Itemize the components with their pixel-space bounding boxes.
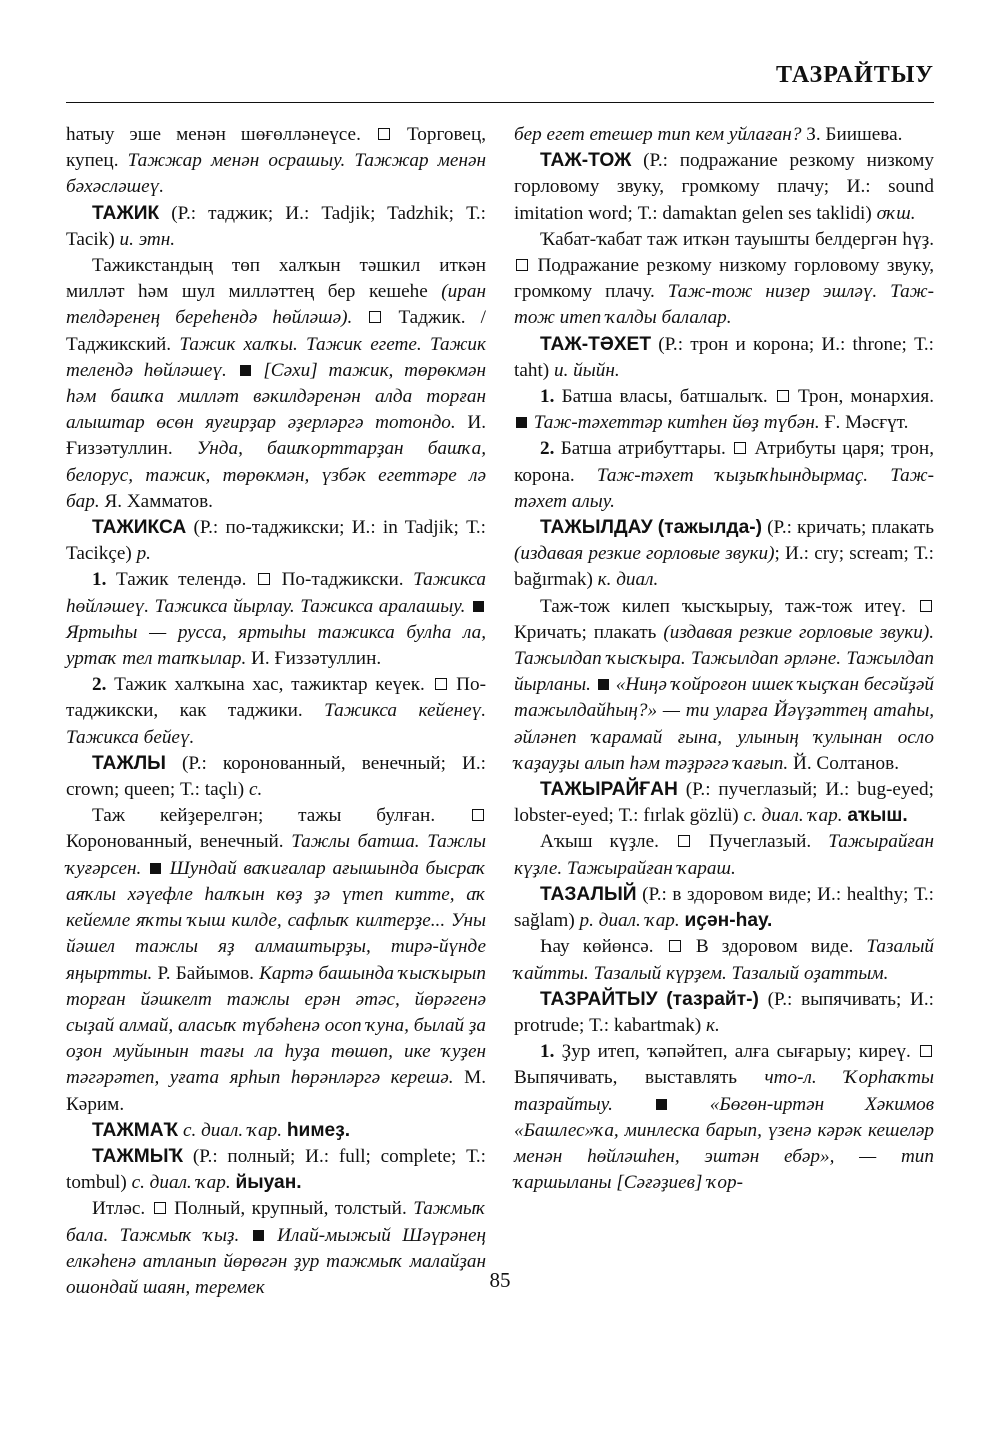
definition: Ҡабат-ҡабат таж иткән тауышты белдергән һүҙ. Подражание резкому низкому горловому звуку, громкому плачу. Таж-тож низер эшләү. Таж-тож итеп ҡалды балалар. [514, 228, 934, 329]
dictionary-entry-tazalyi: ТАЗАЛЫЙ (Р.: в здоровом виде; И.: healthy; Т.: sağlam) р. диал. ҡар. иҫән-һау. [514, 883, 934, 932]
quotation-marker-icon [473, 601, 484, 612]
definition: Таж кейҙерелгән; тажы булған. Коронованный, венечный. Тажлы батша. Тажлы ҡуғәрсен. Шундай ваҡиғалар ағышында бысраҡ аяҡлы хәүефле һалҡын көҙ ҙә үтеп китте, аҡ кейемле яҡты ҡыш килде, сафлыҡ килтерҙе... Уны йәшел тажлы яҙ алмаштырҙы, тирә-йүнде яңыртты. Р. Байымов. Картә башында ҡысҡырып торған йәшкелт тажлы ерән әтәс, йөрәгенә сыҙай алмай, аласыҡ түбәһенә осоп ҡуна, былай ҙа оҙон муйынын тағы ла һуҙа төшөп, ике ҡуҙен тәгәрәтеп, уғата ярһып һөрәнләргә керешә. М. Кәрим. [66, 805, 487, 1115]
translation-marker-icon [734, 442, 746, 454]
running-head: ТАЗРАЙТЫУ [776, 62, 934, 88]
quotation-marker-icon [240, 365, 251, 376]
quotation-marker-icon [150, 863, 161, 874]
dictionary-entry-tazh-tehet: ТАЖ-ТӘХЕТ (Р.: трон и корона; И.: throne; Т.: taht) и. йыйн. [514, 333, 934, 381]
page-number: 85 [489, 1268, 511, 1292]
headword: ТАЖ-ТОЖ [540, 150, 632, 172]
sense-1: 1. Батша власы, батшалыҡ. Трон, монархия. Таж-тәхеттәр китһен йөҙ түбән. Ғ. Мәсғүт. [514, 384, 934, 436]
headword: ТАЖИК [92, 202, 160, 224]
translation-marker-icon [435, 678, 447, 690]
quotation-marker-icon [598, 679, 609, 690]
left-column [66, 122, 486, 1301]
dictionary-entry-tazhyldau: ТАЖЫЛДАУ (тажылда-) (Р.: кричать; плакать (издавая резкие горловые звуки); И.: cry; scream; Т.: bağırmak) к. диал. [514, 517, 935, 591]
translation-marker-icon [920, 1045, 932, 1057]
translation-marker-icon [154, 1202, 166, 1214]
translation-marker-icon [378, 128, 390, 140]
dictionary-entry-tazhik: ТАЖИК (Р.: таджик; И.: Tadjik; Tadzhik; Т.: Tacik) и. этн. [66, 202, 486, 250]
headword: ТАЖМЫҠ [92, 1145, 184, 1167]
dictionary-entry-tazhiksa: ТАЖИКСА (Р.: по-таджикски; И.: in Tadjik; Т.: Tacikçe) р. [66, 517, 487, 565]
definition: Итләс. Полный, крупный, толстый. Тажмыҡ бала. Тажмыҡ ҡыҙ. Илай-мыжый Шәүрәнең елкәһенә атланып йөрөгән ҙур тажмыҡ малайҙан ошондай шаян, теремек [66, 1198, 487, 1298]
definition: Һау көйөнсә. В здоровом виде. Тазалый ҡайтты. Тазалый күрҙем. Тазалый оҙаттым. [514, 936, 935, 984]
dictionary-entry-tazhmak: ТАЖМАҠ с. диал. ҡар. һимеҙ. [92, 1119, 351, 1141]
headword: ТАЗРАЙТЫУ [540, 988, 658, 1010]
sense-1: 1. Ҙур итеп, ҡәпәйтеп, алға сығарыу; киреү. Выпячивать, выставлять что-л. Ҡорһаҡты тазрайтыу. «Бөгөн-иртән Хәкимов «Башлес»ҡа, минлеска барып, үзенә кәрәк кешеләр менән һөйләшһен, эштән ебәр», — тип ҡаршыланы [Сәғәҙиев] ҡор- [514, 1041, 935, 1194]
sense-1: 1. Тажик телендә. По-таджикски. Тажикса һөйләшеү. Тажикса йырлау. Тажикса аралашыу. Яртыһы — русса, яртыһы тажикса булһа ла, уртаҡ тел тапҡылар. И. Ғиззәтуллин. [66, 569, 487, 670]
translation-marker-icon [678, 835, 690, 847]
header-rule [66, 102, 934, 103]
dictionary-entry-tazh-tozh: ТАЖ-ТОЖ (Р.: подражание резкому низкому горловому звуку, громкому плачу; И.: sound imitation word; Т.: damaktan gelen ses taklidi) оҡш. [514, 150, 934, 224]
sense-2: 2. Батша атрибуттары. Атрибуты царя; трон, корона. Таж-тәхет ҡыҙыҡһындырмаҫ. Таж-тәхет алыу. [514, 438, 935, 512]
headword: ТАЗАЛЫЙ [540, 883, 637, 905]
right-column [514, 122, 934, 1196]
translation-marker-icon [516, 259, 528, 271]
definition: Аҡыш күҙле. Пучеглазый. Тажырайған күҙле. Тажырайған ҡараш. [514, 831, 935, 879]
translation-marker-icon [669, 940, 681, 952]
translation-marker-icon [258, 573, 270, 585]
headword: ТАЖЛЫ [92, 752, 166, 774]
definition: Тажикстандың төп халҡын тәшкил иткән милләт һәм шул милләттең бер кешеһе (иран телдәренең береһендә һөйләшә). Таджик. / Таджикский. Тажик халҡы. Тажик егете. Тажик телендә һөйләшеү. [Сәхи] тажик, төрөкмән һәм башҡа милләт вәкилдәренән алда торған алыштар өсөн яуғирҙар әҙерләргә тотондо. И. Ғиззәтуллин. Унда, башҡорттарҙан башҡа, белорус, тажик, төрөкмән, үзбәк егеттәре лә бар. Я. Хамматов. [66, 255, 487, 512]
entry-continuation: һатыу эше менән шөғөлләнеүсе. Торговец, купец. Тажжар менән осрашыу. Тажжар менән бәхәсләшеү. [66, 124, 487, 198]
dictionary-entry-tazhmyk: ТАЖМЫҠ (Р.: полный; И.: full; complete; Т.: tombul) с. диал. ҡар. йыуан. [66, 1145, 487, 1194]
headword: ТАЖ-ТӘХЕТ [540, 333, 652, 355]
headword: ТАЖЫЛДАУ [540, 517, 653, 539]
quotation-marker-icon [656, 1099, 667, 1110]
sense-2: 2. Тажик халҡына хас, тажиктар кеүек. По-таджикски, как таджики. Тажикса кейенеү. Тажикса бейеү. [66, 674, 487, 748]
translation-marker-icon [920, 600, 932, 612]
translation-marker-icon [369, 311, 381, 323]
headword: ТАЖМАҠ [92, 1119, 179, 1141]
quotation-marker-icon [253, 1230, 264, 1241]
headword: ТАЖИКСА [92, 517, 187, 539]
translation-marker-icon [777, 390, 789, 402]
translation-marker-icon [472, 809, 484, 821]
quotation-marker-icon [516, 417, 527, 428]
dictionary-entry-tazhly: ТАЖЛЫ (Р.: коронованный, венечный; И.: crown; queen; Т.: taçlı) с. [66, 752, 487, 801]
definition: Таж-тож килеп ҡысҡырыу, таж-тож итеү. Кричать; плакать (издавая резкие горловые звуки). Тажылдап ҡысҡыра. Тажылдап әрләне. Тажылдап йырланы. «Ниңә ҡойроғон ишек ҡыҫҡан бесәйҙәй тажылдайһың?» — ти уларға Йәүҙәттең атаһы, әйләнеп ҡарамай ғына, улының ҡулынан осло ҡаҙауҙы алып һәм тәҙрәгә ҡағып. Й. Солтанов. [514, 595, 935, 774]
entry-continuation: бер егет етешер тип кем уйлаған? З. Биишева. [514, 124, 903, 145]
dictionary-entry-tazhyraigan: ТАЖЫРАЙҒАН (Р.: пучеглазый; И.: bug-eyed; lobster-eyed; Т.: fırlak gözlü) с. диал. ҡар. аҡыш. [514, 779, 934, 827]
dictionary-entry-tazraityu: ТАЗРАЙТЫУ (тазрайт-) (Р.: выпячивать; И.: protrude; Т.: kabartmak) к. [514, 988, 935, 1036]
headword: ТАЖЫРАЙҒАН [540, 779, 678, 801]
